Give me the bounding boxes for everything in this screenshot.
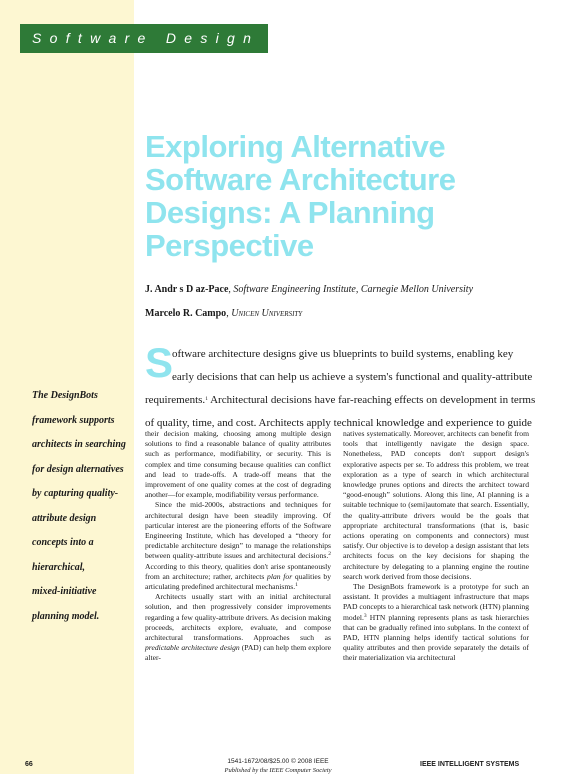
pull-quote-line: by capturing quality- <box>32 488 119 499</box>
issn-text: 1541-1672/08/$25.00 © 2008 IEEE <box>227 758 329 765</box>
body-paragraph: Architects usually start with an initial architectural solution, and then progressively consider improvements regarding a few quality-attribute drivers. As decision making proceeds, architects explore, evaluate, and compose architectural transformations. Approaches such as predictable architecture design (PAD) can help them explore alter- <box>145 592 331 663</box>
pull-quote-line: architects in searching <box>32 439 126 450</box>
body-column-left <box>145 429 331 664</box>
author-affiliation: Unicen University <box>231 308 303 319</box>
section-banner: Software Design <box>20 24 268 53</box>
author-byline: Marcelo R. Campo, Unicen University <box>145 308 303 319</box>
body-paragraph: Since the mid-2000s, abstractions and techniques for architectural design have been steadily improving. Of particular interest are the pioneering efforts of the Software Engineering Institute, which has developed a “theory for predictable architecture design” to manage the relationships between quality-attribute issues and architectural decisions.$^2$ According to this theory, qualities don't arise spontaneously from an architecture; rather, architects plan for qualities by articulating predefined architectural mechanisms.$^1$ <box>145 500 332 592</box>
citation: 3 <box>363 612 367 619</box>
author-name: Marcelo R. Campo <box>145 308 227 319</box>
citation: 1 <box>205 396 208 402</box>
article-title <box>145 130 545 262</box>
pull-quote-line: framework supports <box>32 414 115 426</box>
body-paragraph: The DesignBots framework is a prototype for such an assistant. It provides a multiagent infrastructure that maps PAD concepts to a hierarchical task network (HTN) planning model.$^3$ HTN planning represents plans as task hierarchies that can be gradually refined into subplans. In the context of PAD, HTN planning helps identify tactical solutions for quality attributes and then provide separately the details of their materialization via architectural <box>343 582 529 663</box>
magazine-name: IEEE INTELLIGENT SYSTEMS <box>420 761 520 768</box>
pull-quote-line: concepts into a <box>32 537 94 548</box>
title-line: Software Architecture <box>145 162 456 197</box>
body-column-right <box>343 429 529 664</box>
citation: 2 <box>328 551 331 558</box>
title-line: Designs: A Planning <box>145 195 435 230</box>
drop-cap: S <box>145 339 174 386</box>
lead-line: of quality, time, and cost. Architects apply technical knowledge and experience to guide <box>145 417 532 429</box>
lead-line: requirements.$^1$ Architectural decisions have far-reaching effects on development in terms <box>145 394 536 406</box>
body-paragraph: natives systematically. Moreover, architects can benefit from tools that intelligently navigate the design space. Nonetheless, PAD concepts don't support design's explorative aspects per se. To address this problem, we treat exploration as a type of search in which architectural knowledge prunes options and directs the architect toward “good-enough” solutions. Along this line, AI planning is a suitable technique to (semi)automate that search. Essentially, the quality-attribute drivers would be the goals that appropriate architectural transformations (that is, basic actions operating on components and connectors) must satisfy. Our objective is to develop a design assistant that lets architects focus on the key decisions for shaping the architecture by delegating to a planning engine the routine search work derived from those decisions. <box>343 429 529 581</box>
lead-line: early decisions that can help us achieve a system's functional and quality-attribute <box>172 371 533 383</box>
pull-quote-line: mixed-initiative <box>32 586 97 597</box>
pull-quote-line: hierarchical, <box>32 561 86 573</box>
author-name: J. Andr s D az-Pace <box>145 284 229 295</box>
pull-quote-line: attribute design <box>32 512 97 524</box>
pull-quote <box>32 384 132 629</box>
body-paragraph: their decision making, choosing among multiple design solutions to find a reasonable balance of quality attributes such as performance, modifiability, or security. This is complex and time consuming because qualities can conflict and lead to trade-offs. A trade-off means that the improvement of one quality comes at the cost of degrading another—for example, modifiability versus performance. <box>145 429 331 500</box>
lead-line: oftware architecture designs give us blueprints to build systems, enabling key <box>172 348 514 360</box>
footer-issn <box>222 757 334 775</box>
publisher-text: Published by the IEEE Computer Society <box>224 767 332 774</box>
author-byline: J. Andr s D az-Pace, Software Engineering Institute, Carnegie Mellon University <box>145 284 474 295</box>
title-line: Exploring Alternative <box>145 129 446 164</box>
citation: 1 <box>295 582 298 589</box>
title-line: Perspective <box>145 228 314 263</box>
page-number: 66 <box>25 761 33 768</box>
pull-quote-line: The DesignBots <box>32 390 98 401</box>
pull-quote-line: planning model. <box>32 610 100 622</box>
author-affiliation: Software Engineering Institute, Carnegie Mellon University <box>233 284 474 295</box>
pull-quote-line: for design alternatives <box>32 463 124 475</box>
